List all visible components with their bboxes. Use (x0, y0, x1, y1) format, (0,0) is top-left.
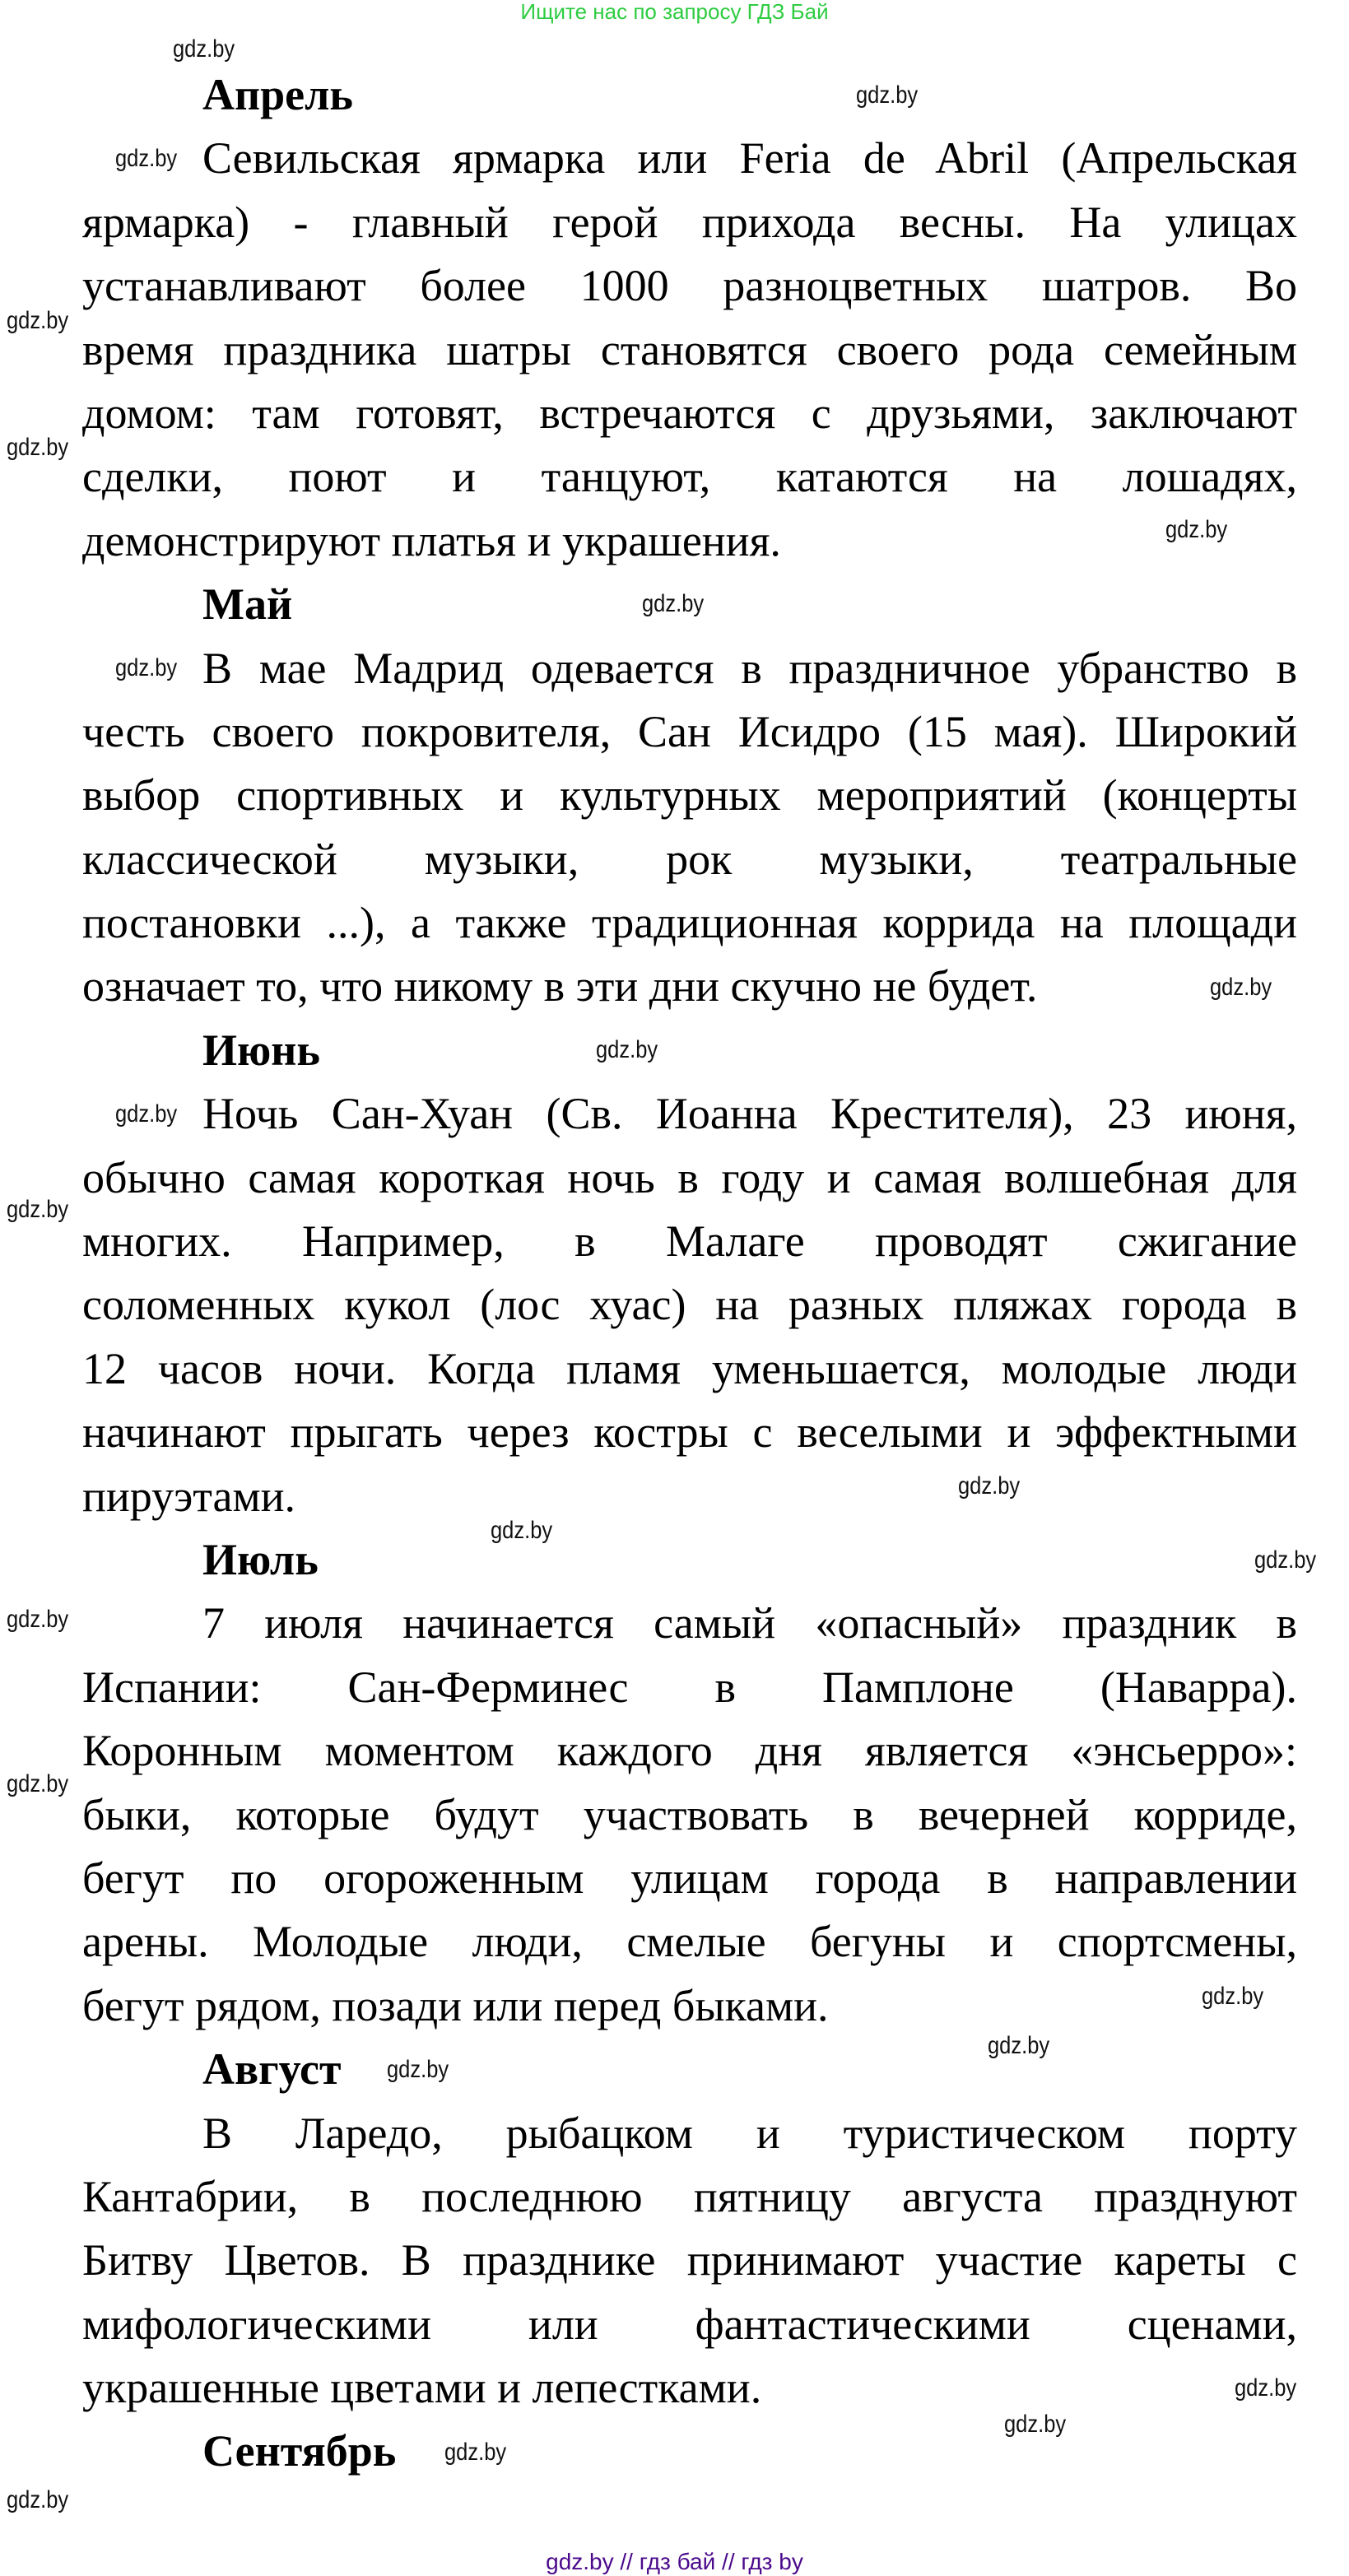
paragraph-line: Битву Цветов. В празднике принимают участие кареты с (82, 2235, 1297, 2285)
paragraph-line: начинают прыгать через костры с веселыми и эффектными (82, 1407, 1297, 1458)
paragraph-line: арены. Молодые люди, смелые бегуны и спортсмены, (82, 1917, 1297, 1967)
paragraph-line: Кантабрии, в последнюю пятницу августа празднуют (82, 2171, 1297, 2221)
paragraph-line: обычно самая короткая ночь в году и самая волшебная для (82, 1152, 1297, 1202)
watermark-text: gdz.by (115, 654, 178, 681)
paragraph-line: Севильская ярмарка или Feria de Abril (Апрельская (202, 133, 1297, 184)
paragraph-line: время праздника шатры становятся своего рода семейным (82, 324, 1297, 374)
paragraph-line: означает то, что никому в эти дни скучно не будет. (82, 961, 1038, 1011)
watermark-text: gdz.by (958, 1472, 1021, 1500)
paragraph-line: классической музыки, рок музыки, театральные (82, 834, 1297, 884)
watermark-text: gdz.by (988, 2032, 1050, 2059)
paragraph-line: сделки, поют и танцуют, катаются на лошадях, (82, 452, 1297, 502)
paragraph-line: честь своего покровителя, Сан Исидро (15 мая). Широкий (82, 706, 1297, 756)
watermark-text: gdz.by (1210, 974, 1272, 1001)
watermark-text: gdz.by (115, 1100, 178, 1128)
watermark-text: gdz.by (596, 1036, 658, 1063)
paragraph-line: бегут по огороженным улицам города в направлении (82, 1853, 1297, 1903)
section-heading: Май (202, 579, 293, 630)
paragraph-line: бегут рядом, позади или перед быками. (82, 1980, 829, 2030)
watermark-text: gdz.by (387, 2056, 449, 2083)
paragraph-line: быки, которые будут участвовать в вечерней корриде, (82, 1789, 1297, 1839)
watermark-text: gdz.by (642, 590, 705, 617)
document-body (82, 63, 1297, 2484)
paragraph-line: пируэтами. (82, 1471, 296, 1521)
watermark-text: gdz.by (1235, 2374, 1297, 2402)
section-heading: Июнь (202, 1025, 320, 1075)
paragraph-line: Коронным моментом каждого дня является «энсьерро»: (82, 1726, 1297, 1776)
search-hint-banner: Ищите нас по запросу ГДЗ Бай (520, 0, 829, 24)
watermark-text: gdz.by (491, 1517, 553, 1544)
watermark-text: gdz.by (7, 1770, 69, 1797)
paragraph-line: многих. Например, в Малаге проводят сжигание (82, 1216, 1297, 1267)
watermark-text: gdz.by (1202, 1983, 1264, 2010)
paragraph-line: ярмарка) - главный герой прихода весны. На улицах (82, 197, 1297, 247)
paragraph-line: мифологическими или фантастическими сценами, (82, 2299, 1297, 2349)
section-heading: Апрель (202, 70, 353, 119)
paragraph-line: постановки ...), а также традиционная коррида на площади (82, 898, 1297, 948)
watermark-text: gdz.by (7, 1196, 69, 1223)
footer-links: gdz.by // гдз бай // гдз by (546, 2549, 803, 2574)
paragraph-line: домом: там готовят, встречаются с друзьями, заключают (82, 388, 1297, 438)
paragraph-line: украшенные цветами и лепестками. (82, 2363, 762, 2413)
paragraph-line: демонстрируют платья и украшения. (82, 515, 781, 565)
watermark-text: gdz.by (173, 35, 235, 63)
section-heading: Сентябрь (202, 2426, 397, 2476)
section-heading: Август (202, 2044, 342, 2095)
paragraph-line: устанавливают более 1000 разноцветных шатров. Во (82, 261, 1297, 311)
watermark-text: gdz.by (1165, 516, 1228, 543)
paragraph-line: 12 часов ночи. Когда пламя уменьшается, молодые люди (82, 1343, 1297, 1393)
watermark-text: gdz.by (1004, 2411, 1067, 2438)
paragraph-line: выбор спортивных и культурных мероприятий (концерты (82, 770, 1297, 821)
watermark-text: gdz.by (1254, 1546, 1317, 1574)
watermark-text: gdz.by (856, 81, 919, 109)
paragraph-line: 7 июля начинается самый «опасный» праздник в (202, 1598, 1297, 1648)
paragraph-line: Ночь Сан-Хуан (Св. Иоанна Крестителя), 23 июня, (202, 1089, 1297, 1139)
watermark-text: gdz.by (7, 2486, 69, 2513)
paragraph-line: Испании: Сан-Ферминес в Памплоне (Наварра). (82, 1662, 1297, 1712)
watermark-text: gdz.by (7, 1606, 69, 1633)
watermark-text: gdz.by (7, 307, 69, 334)
watermark-text: gdz.by (444, 2439, 507, 2466)
paragraph-line: В мае Мадрид одевается в праздничное убранство в (202, 643, 1297, 693)
paragraph-line: соломенных кукол (лос хуас) на разных пляжах города в (82, 1280, 1297, 1330)
watermark-text: gdz.by (7, 434, 69, 461)
watermark-text: gdz.by (115, 145, 178, 172)
section-heading: Июль (202, 1534, 319, 1584)
paragraph-line: В Ларедо, рыбацком и туристическом порту (202, 2108, 1297, 2158)
